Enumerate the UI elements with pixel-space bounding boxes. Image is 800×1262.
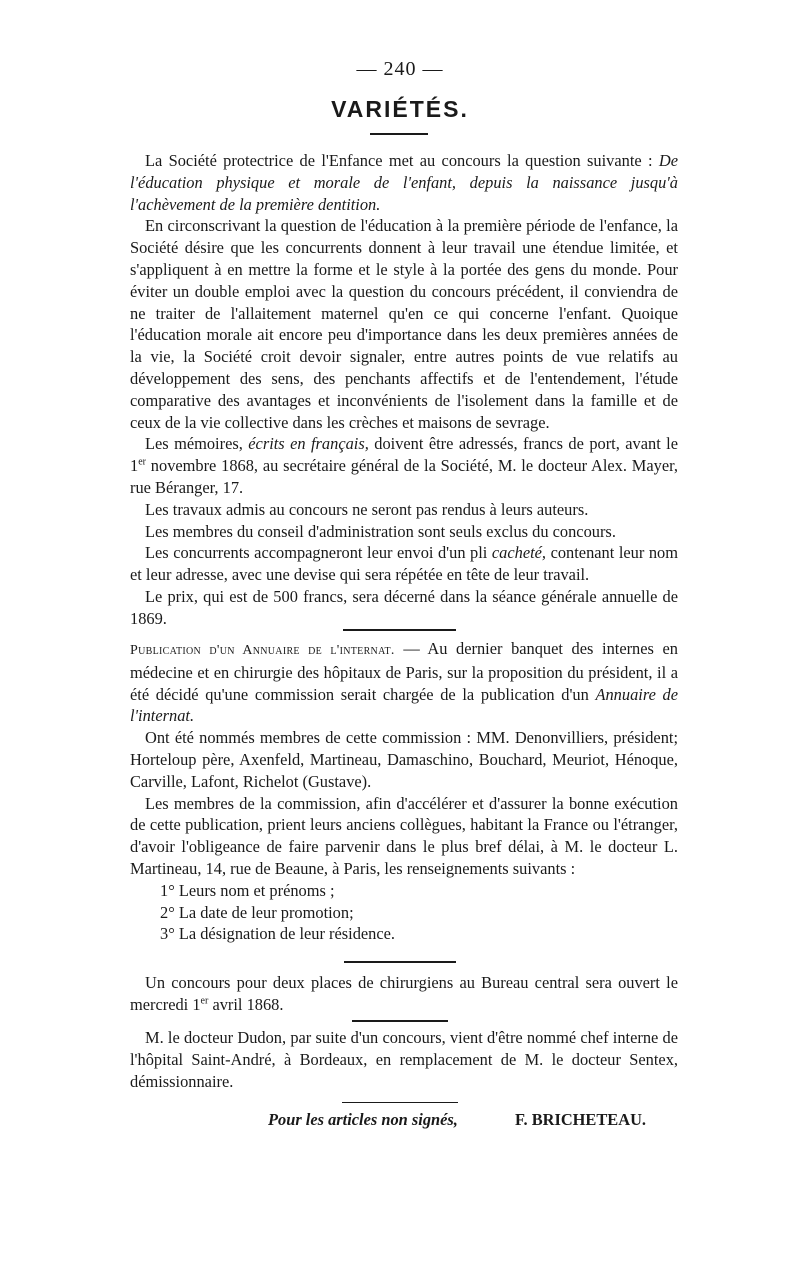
contest-paragraph: Les membres du conseil d'administration sont seuls exclus du concours. xyxy=(145,521,616,541)
bureau-section xyxy=(130,972,678,1016)
contest-paragraph xyxy=(130,150,678,215)
section-rule xyxy=(343,629,456,631)
dudon-paragraph: M. le docteur Dudon, par suite d'un concours, vient d'être nommé chef interne de l'hôpital Saint-André, à Bordeaux, en remplacement de M. le docteur Sentex, démissionnaire. xyxy=(130,1028,678,1091)
bureau-paragraph: Un concours pour deux places de chirurgiens au Bureau central sera ouvert le mercredi 1er avril 1868. xyxy=(130,973,678,1014)
title-rule xyxy=(370,133,428,135)
annuaire-paragraph: Ont été nommés membres de cette commission : MM. Denonvilliers, président; Horteloup père, Axenfeld, Martineau, Damaschino, Bouchard, Meuriot, Hénoque, Carville, Lafont, Richelot (Gustave). xyxy=(130,728,678,791)
annuaire-paragraph: Les membres de la commission, afin d'accélérer et d'assurer la bonne exécution de cette publication, prient leurs anciens collègues, habitant la France ou l'étranger, d'avoir l'obligeance de faire parvenir dans le plus bref délai, à M. le docteur L. Martineau, 14, rue de Beaune, à Paris, les renseignements suivants : xyxy=(130,793,678,878)
annuaire-heading: Publication d'un Annuaire de l'internat. xyxy=(130,643,395,658)
contest-paragraph: Les concurrents accompagneront leur envoi d'un pli cacheté, contenant leur nom et leur adresse, avec une devise qui sera répétée en tête de leur travail. xyxy=(130,543,678,585)
section-rule xyxy=(344,961,456,963)
section-title: VARIÉTÉS. xyxy=(331,96,469,122)
signature-rule xyxy=(342,1102,458,1103)
contest-section xyxy=(130,150,678,630)
annuaire-section xyxy=(130,638,678,945)
list-item: 1° Leurs nom et prénoms ; xyxy=(160,880,335,900)
contest-paragraph: Les travaux admis au concours ne seront pas rendus à leurs auteurs. xyxy=(145,499,589,519)
signature-note: Pour les articles non signés, xyxy=(268,1110,458,1129)
contest-intro: La Société protectrice de l'Enfance met au concours la question suivante : xyxy=(145,151,653,170)
contest-paragraph: Le prix, qui est de 500 francs, sera décerné dans la séance générale annuelle de 1869. xyxy=(130,586,678,628)
signature-name: F. BRICHETEAU. xyxy=(515,1110,647,1129)
page-number: — 240 — xyxy=(356,58,444,80)
contest-paragraph: Les mémoires, écrits en français, doivent être adressés, francs de port, avant le 1er novembre 1868, au secrétaire général de la Société, M. le docteur Alex. Mayer, rue Béranger, 17. xyxy=(130,434,678,497)
list-item: 2° La date de leur promotion; xyxy=(160,902,354,922)
dudon-section xyxy=(130,1027,678,1092)
list-item: 3° La désignation de leur résidence. xyxy=(160,924,396,944)
contest-question: De l'éducation physique et morale de l'enfant, depuis la naissance jusqu'à l'achèvement de la première dentition. xyxy=(130,151,678,214)
section-rule xyxy=(352,1020,448,1022)
contest-paragraph: En circonscrivant la question de l'éducation à la première période de l'enfance, la Société désire que les concurrents donnent à leur travail une étendue limitée, et s'appliquent à en mettre la forme et le style à la portée des gens du monde. Pour éviter un double emploi avec la question du concours précédent, il conviendra de ne traiter de l'allaitement maternel qu'en ce qui concerne l'enfant. Quoique l'éducation morale ait encore peu d'importance dans les deux premières années de la vie, la Société croit devoir signaler, entre autres points de vue relatifs au développement des sens, des penchants affectifs et de l'entendement, l'étude comparative des avantages et inconvénients de l'isolement dans la famille et de ceux de la vie collective dans les crèches et maisons de sevrage. xyxy=(130,216,678,432)
annuaire-paragraph: Publication d'un Annuaire de l'internat. — Au dernier banquet des internes en médecine et en chirurgie des hôpitaux de Paris, sur la proposition du président, il a été décidé qu'une commission serait chargée de la publication d'un Annuaire de l'internat. xyxy=(130,639,678,726)
